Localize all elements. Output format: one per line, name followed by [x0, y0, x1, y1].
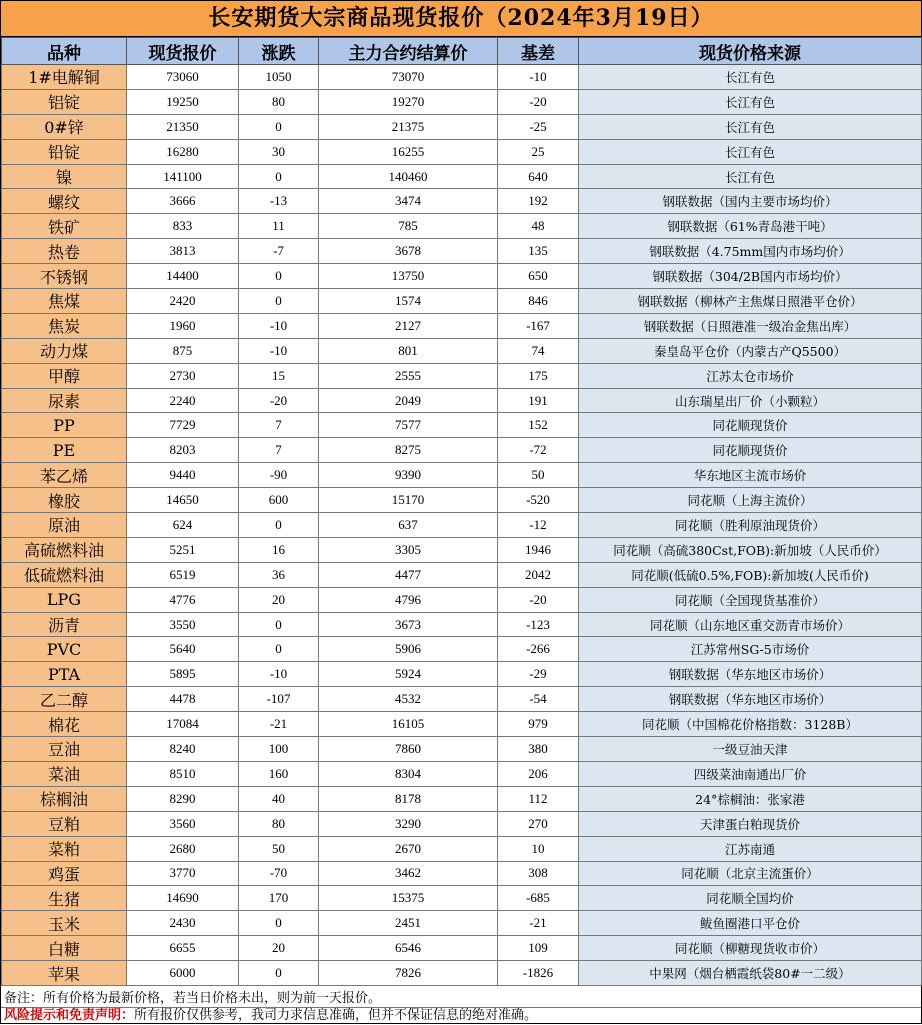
cell-spot-price: 6000 [127, 961, 239, 986]
table-row [2, 637, 922, 662]
cell-settlement: 140460 [319, 164, 498, 189]
cell-settlement: 73070 [319, 65, 498, 90]
cell-basis: 191 [498, 388, 579, 413]
cell-settlement: 8304 [319, 761, 498, 786]
cell-source: 钢联数据（304/2B国内市场均价） [579, 264, 922, 289]
cell-settlement: 7860 [319, 737, 498, 762]
cell-commodity: 动力煤 [2, 338, 127, 363]
cell-commodity: 镍 [2, 164, 127, 189]
cell-basis: 48 [498, 214, 579, 239]
header-commodity: 品种 [2, 38, 127, 65]
cell-source: 同花顺现货价 [579, 438, 922, 463]
cell-commodity: 甲醇 [2, 363, 127, 388]
table-row [2, 811, 922, 836]
cell-change: 0 [239, 289, 319, 314]
cell-spot-price: 8240 [127, 737, 239, 762]
cell-source: 江苏太仓市场价 [579, 363, 922, 388]
table-row [2, 363, 922, 388]
cell-change: 0 [239, 513, 319, 538]
cell-change: 0 [239, 612, 319, 637]
cell-change: -10 [239, 662, 319, 687]
cell-source: 同花顺(低硫0.5%,FOB):新加坡(人民币价) [579, 562, 922, 587]
table-row [2, 712, 922, 737]
cell-change: -10 [239, 313, 319, 338]
cell-settlement: 637 [319, 513, 498, 538]
cell-settlement: 8178 [319, 786, 498, 811]
cell-source: 华东地区主流市场价 [579, 463, 922, 488]
cell-change: 0 [239, 637, 319, 662]
cell-spot-price: 141100 [127, 164, 239, 189]
cell-commodity: 白糖 [2, 936, 127, 961]
cell-spot-price: 5251 [127, 537, 239, 562]
header-change: 涨跌 [239, 38, 319, 65]
cell-settlement: 2127 [319, 313, 498, 338]
cell-spot-price: 73060 [127, 65, 239, 90]
cell-spot-price: 3666 [127, 189, 239, 214]
cell-commodity: 焦炭 [2, 313, 127, 338]
cell-source: 同花顺（中国棉花价格指数：3128B） [579, 712, 922, 737]
cell-spot-price: 14650 [127, 488, 239, 513]
cell-basis: 25 [498, 139, 579, 164]
cell-change: 50 [239, 836, 319, 861]
cell-source: 钢联数据（华东地区市场价） [579, 687, 922, 712]
cell-commodity: 豆油 [2, 737, 127, 762]
cell-commodity: 橡胶 [2, 488, 127, 513]
cell-change: 80 [239, 811, 319, 836]
cell-change: 20 [239, 936, 319, 961]
cell-source: 钢联数据（国内主要市场均价） [579, 189, 922, 214]
cell-basis: -29 [498, 662, 579, 687]
price-table [1, 37, 922, 986]
header-source: 现货价格来源 [579, 38, 922, 65]
table-row [2, 65, 922, 90]
cell-settlement: 7826 [319, 961, 498, 986]
cell-settlement: 801 [319, 338, 498, 363]
cell-commodity: 沥青 [2, 612, 127, 637]
cell-commodity: PTA [2, 662, 127, 687]
cell-commodity: 苯乙烯 [2, 463, 127, 488]
cell-change: 15 [239, 363, 319, 388]
header-settlement: 主力合约结算价 [319, 38, 498, 65]
cell-commodity: 原油 [2, 513, 127, 538]
cell-settlement: 21375 [319, 114, 498, 139]
cell-basis: 380 [498, 737, 579, 762]
table-row [2, 313, 922, 338]
cell-basis: 979 [498, 712, 579, 737]
table-row [2, 886, 922, 911]
cell-spot-price: 2680 [127, 836, 239, 861]
cell-basis: -54 [498, 687, 579, 712]
cell-basis: 640 [498, 164, 579, 189]
cell-change: 600 [239, 488, 319, 513]
cell-commodity: PE [2, 438, 127, 463]
cell-settlement: 7577 [319, 413, 498, 438]
table-row [2, 687, 922, 712]
cell-commodity: 低硫燃料油 [2, 562, 127, 587]
cell-spot-price: 875 [127, 338, 239, 363]
cell-commodity: 玉米 [2, 911, 127, 936]
table-row [2, 239, 922, 264]
cell-settlement: 2670 [319, 836, 498, 861]
cell-commodity: PP [2, 413, 127, 438]
cell-source: 同花顺（柳糖现货收市价） [579, 936, 922, 961]
cell-settlement: 6546 [319, 936, 498, 961]
cell-basis: 152 [498, 413, 579, 438]
cell-spot-price: 19250 [127, 89, 239, 114]
cell-source: 山东瑞星出厂价（小颗粒） [579, 388, 922, 413]
cell-source: 四级菜油南通出厂价 [579, 761, 922, 786]
cell-change: 160 [239, 761, 319, 786]
cell-spot-price: 8290 [127, 786, 239, 811]
table-row [2, 438, 922, 463]
cell-spot-price: 624 [127, 513, 239, 538]
cell-change: 30 [239, 139, 319, 164]
cell-commodity: 铝锭 [2, 89, 127, 114]
cell-commodity: 菜油 [2, 761, 127, 786]
cell-spot-price: 14400 [127, 264, 239, 289]
cell-settlement: 3462 [319, 861, 498, 886]
cell-settlement: 2555 [319, 363, 498, 388]
cell-source: 天津蛋白粕现货价 [579, 811, 922, 836]
cell-change: 7 [239, 438, 319, 463]
cell-commodity: 0#锌 [2, 114, 127, 139]
cell-basis: 192 [498, 189, 579, 214]
cell-source: 钢联数据（华东地区市场价） [579, 662, 922, 687]
cell-basis: -21 [498, 911, 579, 936]
cell-basis: -1826 [498, 961, 579, 986]
cell-settlement: 15375 [319, 886, 498, 911]
cell-commodity: PVC [2, 637, 127, 662]
cell-basis: 206 [498, 761, 579, 786]
cell-spot-price: 6655 [127, 936, 239, 961]
cell-basis: 2042 [498, 562, 579, 587]
table-row [2, 786, 922, 811]
cell-source: 长江有色 [579, 139, 922, 164]
cell-basis: 270 [498, 811, 579, 836]
table-row [2, 562, 922, 587]
cell-basis: 175 [498, 363, 579, 388]
cell-source: 中果网（烟台栖霞纸袋80#一二级） [579, 961, 922, 986]
cell-change: 0 [239, 264, 319, 289]
cell-settlement: 9390 [319, 463, 498, 488]
cell-change: 170 [239, 886, 319, 911]
cell-source: 同花顺（山东地区重交沥青市场价） [579, 612, 922, 637]
cell-commodity: 棕榈油 [2, 786, 127, 811]
cell-commodity: 豆粕 [2, 811, 127, 836]
cell-settlement: 13750 [319, 264, 498, 289]
cell-change: -21 [239, 712, 319, 737]
cell-basis: -123 [498, 612, 579, 637]
cell-settlement: 4477 [319, 562, 498, 587]
cell-settlement: 16105 [319, 712, 498, 737]
cell-basis: -20 [498, 89, 579, 114]
cell-source: 同花顺全国均价 [579, 886, 922, 911]
footer-note: 备注：所有价格为最新价格，若当日价格未出，则为前一天报价。 [1, 990, 921, 1008]
cell-change: 1050 [239, 65, 319, 90]
cell-basis: 650 [498, 264, 579, 289]
cell-commodity: 螺纹 [2, 189, 127, 214]
cell-settlement: 2451 [319, 911, 498, 936]
table-row [2, 836, 922, 861]
cell-basis: -167 [498, 313, 579, 338]
cell-spot-price: 4478 [127, 687, 239, 712]
cell-commodity: 高硫燃料油 [2, 537, 127, 562]
cell-spot-price: 3770 [127, 861, 239, 886]
cell-change: 40 [239, 786, 319, 811]
cell-source: 江苏南通 [579, 836, 922, 861]
cell-commodity: LPG [2, 587, 127, 612]
cell-basis: 846 [498, 289, 579, 314]
cell-basis: 135 [498, 239, 579, 264]
cell-spot-price: 8510 [127, 761, 239, 786]
cell-change: 7 [239, 413, 319, 438]
cell-spot-price: 3560 [127, 811, 239, 836]
cell-source: 24°棕榈油：张家港 [579, 786, 922, 811]
cell-change: 100 [239, 737, 319, 762]
table-row [2, 587, 922, 612]
cell-spot-price: 7729 [127, 413, 239, 438]
cell-basis: -20 [498, 587, 579, 612]
cell-settlement: 5924 [319, 662, 498, 687]
table-row [2, 662, 922, 687]
cell-source: 一级豆油天津 [579, 737, 922, 762]
cell-basis: -520 [498, 488, 579, 513]
cell-settlement: 785 [319, 214, 498, 239]
table-row [2, 463, 922, 488]
cell-settlement: 2049 [319, 388, 498, 413]
cell-spot-price: 3813 [127, 239, 239, 264]
footer-disclaimer [1, 1007, 921, 1024]
cell-settlement: 3305 [319, 537, 498, 562]
cell-spot-price: 4776 [127, 587, 239, 612]
cell-basis: 74 [498, 338, 579, 363]
cell-source: 长江有色 [579, 65, 922, 90]
table-row [2, 388, 922, 413]
cell-commodity: 热卷 [2, 239, 127, 264]
cell-basis: -685 [498, 886, 579, 911]
cell-settlement: 16255 [319, 139, 498, 164]
cell-spot-price: 5895 [127, 662, 239, 687]
cell-settlement: 15170 [319, 488, 498, 513]
table-row [2, 737, 922, 762]
cell-settlement: 4532 [319, 687, 498, 712]
table-row [2, 289, 922, 314]
table-row [2, 537, 922, 562]
header-spot-price: 现货报价 [127, 38, 239, 65]
table-row [2, 139, 922, 164]
cell-basis: -10 [498, 65, 579, 90]
cell-commodity: 不锈钢 [2, 264, 127, 289]
cell-commodity: 棉花 [2, 712, 127, 737]
cell-source: 鲅鱼圈港口平仓价 [579, 911, 922, 936]
cell-source: 同花顺（胜利原油现货价） [579, 513, 922, 538]
cell-source: 同花顺（北京主流蛋价） [579, 861, 922, 886]
cell-source: 同花顺现货价 [579, 413, 922, 438]
cell-change: -7 [239, 239, 319, 264]
cell-source: 长江有色 [579, 164, 922, 189]
cell-spot-price: 833 [127, 214, 239, 239]
header-basis: 基差 [498, 38, 579, 65]
table-row [2, 189, 922, 214]
cell-change: -107 [239, 687, 319, 712]
cell-change: 16 [239, 537, 319, 562]
cell-source: 钢联数据（日照港准一级冶金焦出库） [579, 313, 922, 338]
table-row [2, 264, 922, 289]
cell-basis: 112 [498, 786, 579, 811]
cell-change: -90 [239, 463, 319, 488]
cell-basis: 109 [498, 936, 579, 961]
table-row [2, 413, 922, 438]
cell-source: 同花顺（高硫380Cst,FOB):新加坡（人民币价） [579, 537, 922, 562]
table-row [2, 911, 922, 936]
cell-settlement: 5906 [319, 637, 498, 662]
cell-spot-price: 1960 [127, 313, 239, 338]
table-row [2, 513, 922, 538]
disclaimer-text: 所有报价仅供参考，我司力求信息准确，但并不保证信息的绝对准确。 [134, 1008, 538, 1023]
cell-commodity: 铅锭 [2, 139, 127, 164]
cell-source: 同花顺（全国现货基准价） [579, 587, 922, 612]
cell-change: 0 [239, 961, 319, 986]
cell-change: 20 [239, 587, 319, 612]
cell-change: -10 [239, 338, 319, 363]
cell-commodity: 鸡蛋 [2, 861, 127, 886]
cell-commodity: 乙二醇 [2, 687, 127, 712]
cell-basis: -25 [498, 114, 579, 139]
disclaimer-label: 风险提示和免责声明： [4, 1008, 135, 1023]
cell-spot-price: 2420 [127, 289, 239, 314]
cell-source: 钢联数据（4.75mm国内市场均价） [579, 239, 922, 264]
table-row [2, 961, 922, 986]
cell-spot-price: 9440 [127, 463, 239, 488]
table-row [2, 612, 922, 637]
cell-settlement: 3474 [319, 189, 498, 214]
table-row [2, 761, 922, 786]
table-row [2, 861, 922, 886]
cell-commodity: 尿素 [2, 388, 127, 413]
table-row [2, 164, 922, 189]
cell-source: 同花顺（上海主流价） [579, 488, 922, 513]
table-row [2, 114, 922, 139]
cell-change: 0 [239, 911, 319, 936]
cell-spot-price: 2240 [127, 388, 239, 413]
header-row [2, 38, 922, 65]
cell-source: 钢联数据（柳林产主焦煤日照港平仓价） [579, 289, 922, 314]
cell-basis: 308 [498, 861, 579, 886]
cell-spot-price: 3550 [127, 612, 239, 637]
cell-spot-price: 17084 [127, 712, 239, 737]
cell-settlement: 4796 [319, 587, 498, 612]
cell-settlement: 19270 [319, 89, 498, 114]
cell-settlement: 3673 [319, 612, 498, 637]
table-row [2, 338, 922, 363]
cell-settlement: 1574 [319, 289, 498, 314]
cell-basis: 1946 [498, 537, 579, 562]
cell-change: -13 [239, 189, 319, 214]
cell-commodity: 菜粕 [2, 836, 127, 861]
cell-spot-price: 2430 [127, 911, 239, 936]
cell-change: 11 [239, 214, 319, 239]
cell-settlement: 8275 [319, 438, 498, 463]
table-row [2, 488, 922, 513]
cell-basis: -266 [498, 637, 579, 662]
cell-source: 钢联数据（61%青岛港干吨） [579, 214, 922, 239]
cell-commodity: 铁矿 [2, 214, 127, 239]
cell-basis: 50 [498, 463, 579, 488]
cell-change: 0 [239, 114, 319, 139]
cell-spot-price: 14690 [127, 886, 239, 911]
cell-spot-price: 8203 [127, 438, 239, 463]
cell-commodity: 焦煤 [2, 289, 127, 314]
table-row [2, 936, 922, 961]
cell-source: 长江有色 [579, 89, 922, 114]
cell-basis: -72 [498, 438, 579, 463]
cell-spot-price: 16280 [127, 139, 239, 164]
cell-change: -70 [239, 861, 319, 886]
cell-spot-price: 21350 [127, 114, 239, 139]
cell-source: 秦皇岛平仓价（内蒙古产Q5500） [579, 338, 922, 363]
cell-basis: -12 [498, 513, 579, 538]
cell-change: 0 [239, 164, 319, 189]
cell-commodity: 生猪 [2, 886, 127, 911]
sheet-title: 长安期货大宗商品现货报价（2024年3月19日） [1, 1, 921, 37]
table-row [2, 89, 922, 114]
cell-source: 长江有色 [579, 114, 922, 139]
cell-commodity: 苹果 [2, 961, 127, 986]
cell-commodity: 1#电解铜 [2, 65, 127, 90]
cell-spot-price: 6519 [127, 562, 239, 587]
cell-source: 江苏常州SG-5市场价 [579, 637, 922, 662]
cell-spot-price: 2730 [127, 363, 239, 388]
cell-change: 80 [239, 89, 319, 114]
cell-settlement: 3678 [319, 239, 498, 264]
cell-basis: 10 [498, 836, 579, 861]
table-row [2, 214, 922, 239]
cell-settlement: 3290 [319, 811, 498, 836]
cell-spot-price: 5640 [127, 637, 239, 662]
cell-change: -20 [239, 388, 319, 413]
cell-change: 36 [239, 562, 319, 587]
